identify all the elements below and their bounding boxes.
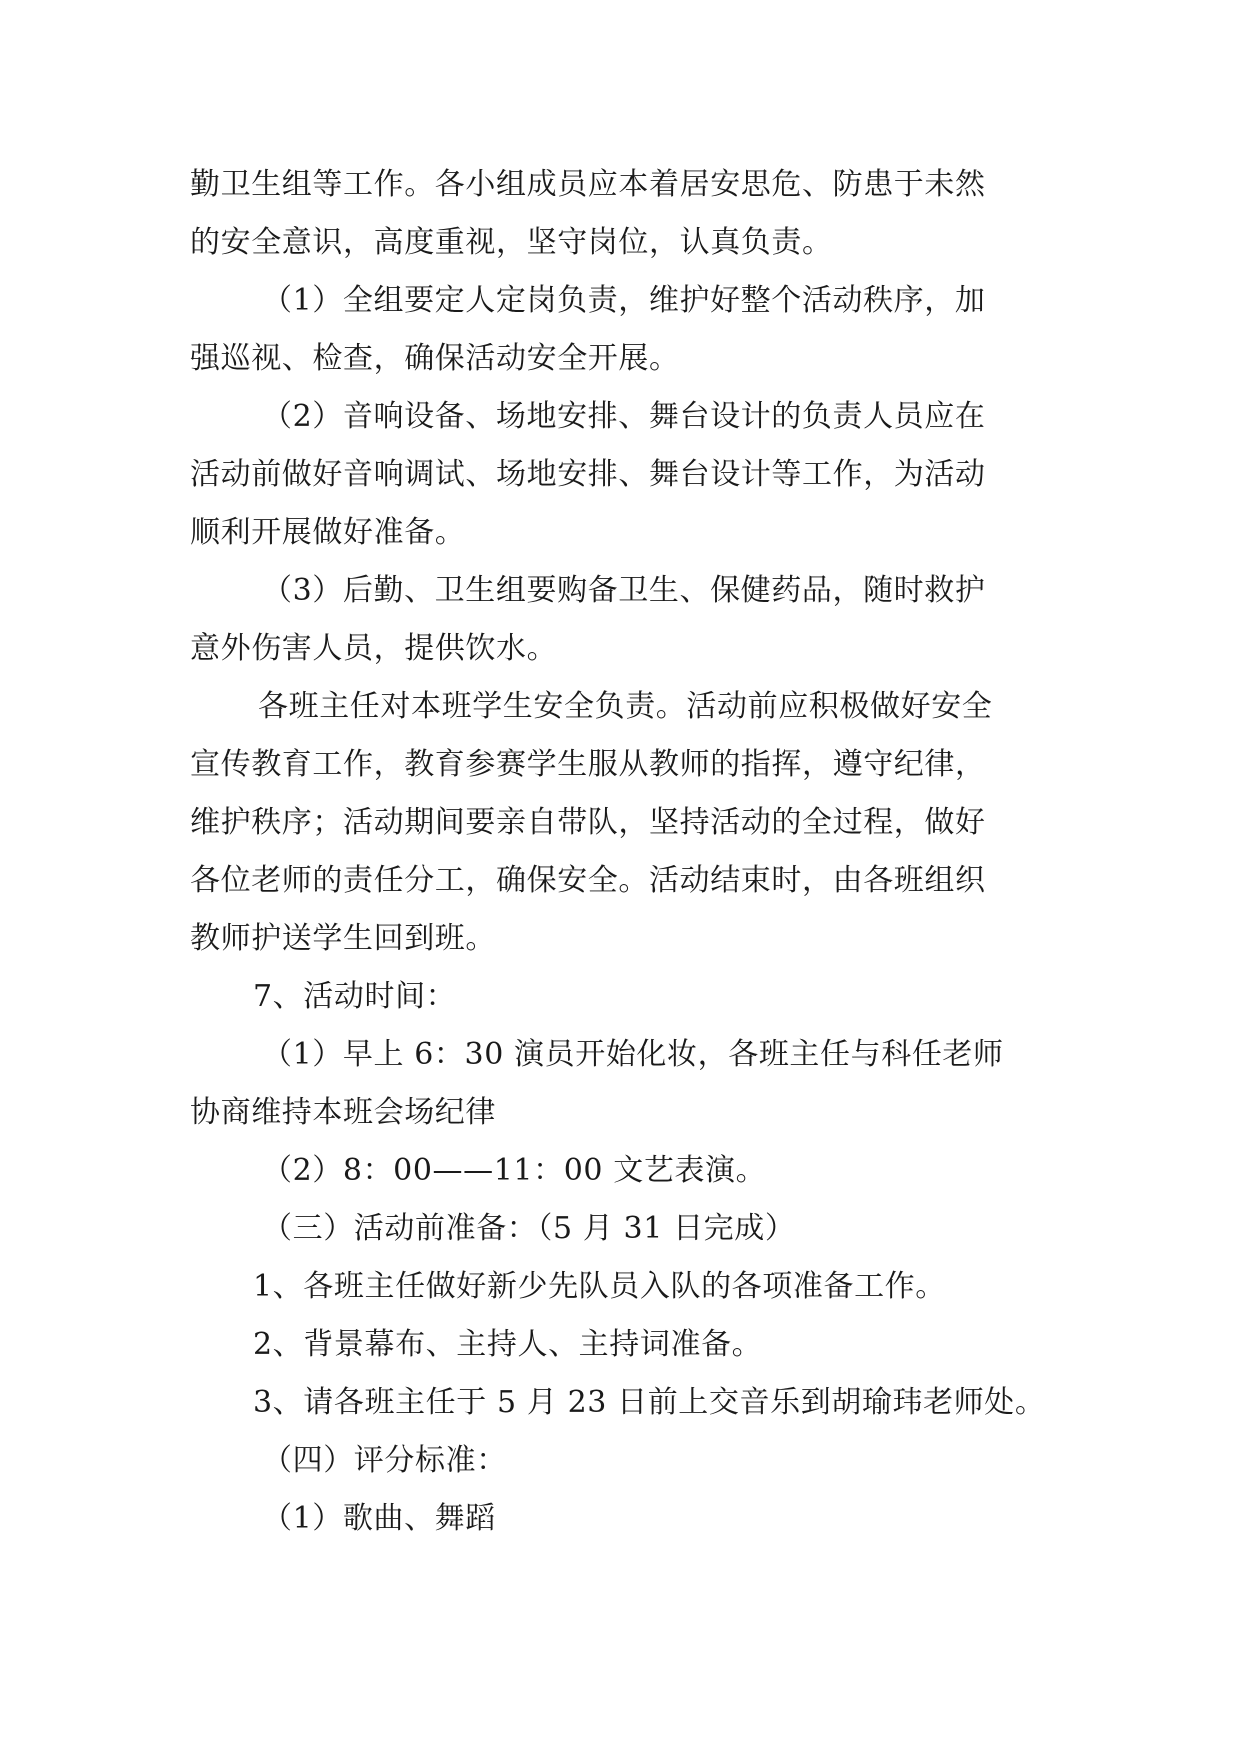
text-line: 维护秩序；活动期间要亲自带队，坚持活动的全过程，做好 <box>190 805 986 840</box>
text-line: 意外伤害人员，提供饮水。 <box>190 631 558 666</box>
text-line: 勤卫生组等工作。各小组成员应本着居安思危、防患于未然 <box>190 167 986 202</box>
text-line: 教师护送学生回到班。 <box>190 921 496 956</box>
text-line: （四）评分标准： <box>262 1443 507 1478</box>
text-line: （3）后勤、卫生组要购备卫生、保健药品，随时救护 <box>262 573 986 608</box>
text-line: （1）全组要定人定岗负责，维护好整个活动秩序，加 <box>262 283 986 318</box>
text-line: 宣传教育工作，教育参赛学生服从教师的指挥，遵守纪律， <box>190 747 986 782</box>
text-line: （三）活动前准备：（5 月 31 日完成） <box>262 1211 796 1246</box>
text-line: 协商维持本班会场纪律 <box>190 1095 496 1130</box>
text-line: 顺利开展做好准备。 <box>190 515 466 550</box>
text-line: 3、请各班主任于 5 月 23 日前上交音乐到胡瑜玮老师处。 <box>253 1385 1046 1420</box>
text-line: （1）早上 6：30 演员开始化妆，各班主任与科任老师 <box>262 1037 1004 1072</box>
text-line: （2）8：00——11：00 文艺表演。 <box>262 1153 767 1188</box>
text-line: 各班主任对本班学生安全负责。活动前应积极做好安全 <box>258 689 993 724</box>
text-line: （2）音响设备、场地安排、舞台设计的负责人员应在 <box>262 399 986 434</box>
text-line: 的安全意识，高度重视，坚守岗位，认真负责。 <box>190 225 833 260</box>
text-line: 1、各班主任做好新少先队员入队的各项准备工作。 <box>253 1269 946 1304</box>
text-line: 2、背景幕布、主持人、主持词准备。 <box>253 1327 763 1362</box>
text-line: （1）歌曲、舞蹈 <box>262 1501 496 1536</box>
text-line: 各位老师的责任分工，确保安全。活动结束时，由各班组织 <box>190 863 986 898</box>
text-line: 强巡视、检查，确保活动安全开展。 <box>190 341 680 376</box>
text-line: 7、活动时间： <box>253 979 457 1014</box>
text-line: 活动前做好音响调试、场地安排、舞台设计等工作，为活动 <box>190 457 986 492</box>
